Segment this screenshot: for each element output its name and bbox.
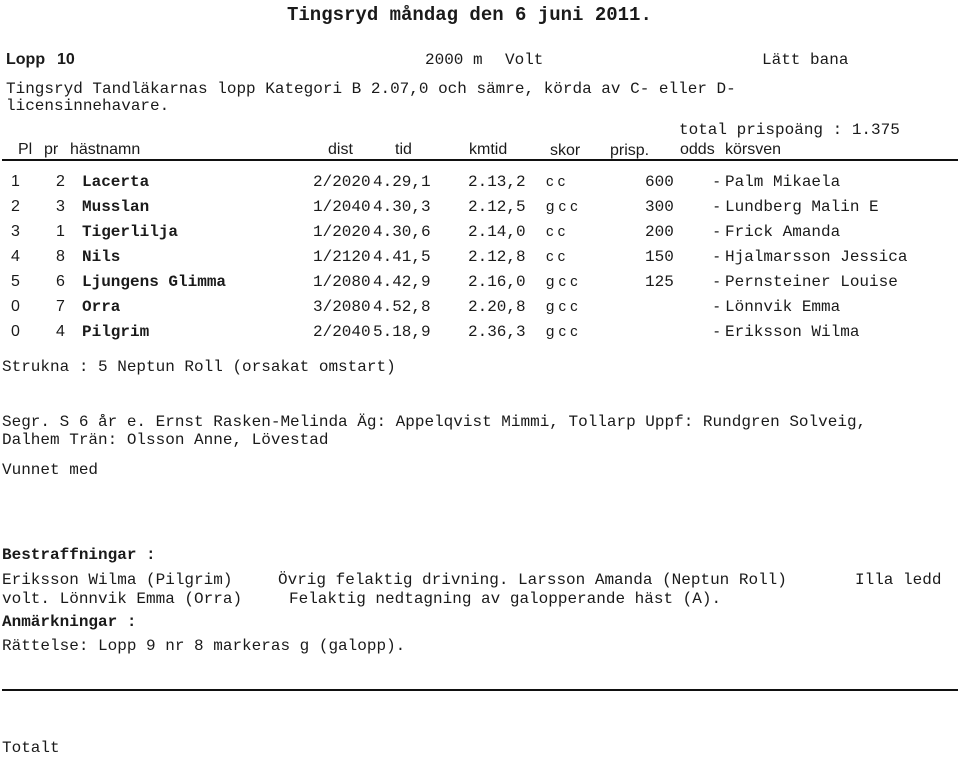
- anmarkningar-heading: Anmärkningar :: [2, 613, 137, 631]
- cell-pr: 8: [56, 248, 65, 265]
- cell-skor: c c: [546, 248, 566, 265]
- winner-info-line2: Dalhem Trän: Olsson Anne, Lövestad: [2, 431, 329, 449]
- cell-pl: 2: [11, 198, 20, 215]
- col-prisp: prisp.: [610, 142, 650, 159]
- col-odds: odds: [680, 141, 715, 158]
- cell-dash: -: [714, 298, 720, 315]
- cell-driver: Eriksson Wilma: [725, 323, 860, 341]
- cell-pr: 2: [56, 173, 65, 190]
- table-row: [0, 198, 960, 218]
- cell-dist: 1/2040: [313, 198, 371, 216]
- cell-driver: Lundberg Malin E: [725, 198, 879, 216]
- cell-name: Tigerlilja: [82, 223, 179, 241]
- race-description-line1: Tingsryd Tandläkarnas lopp Kategori B 2.07,0 och sämre, körda av C- eller D-: [6, 80, 736, 98]
- col-pr: pr: [44, 141, 59, 158]
- cell-dash: -: [714, 248, 720, 265]
- cell-driver: Pernsteiner Louise: [725, 273, 898, 291]
- bestraffningar-heading: Bestraffningar :: [2, 546, 156, 564]
- cell-tid: 4.30,3: [373, 198, 431, 216]
- cell-dist: 2/2020: [313, 173, 371, 191]
- cell-kmtid: 2.16,0: [468, 273, 526, 291]
- cell-tid: 5.18,9: [373, 323, 431, 341]
- col-korsven: körsven: [725, 141, 782, 158]
- lopp-number: 10: [57, 51, 75, 68]
- race-distance: 2000 m: [425, 51, 483, 69]
- cell-prisp: 125: [645, 273, 674, 291]
- cell-pl: 1: [11, 173, 20, 190]
- cell-pr: 6: [56, 273, 65, 290]
- cell-pl: 5: [11, 273, 20, 290]
- cell-tid: 4.29,1: [373, 173, 431, 191]
- table-row: [0, 273, 960, 293]
- cell-pr: 4: [56, 323, 65, 340]
- race-description-line2: licensinnehavare.: [6, 97, 170, 115]
- bestraffningar-line1-driver: Eriksson Wilma (Pilgrim): [2, 571, 233, 589]
- cell-skor: g c c: [546, 198, 578, 215]
- cell-pl: 0: [11, 298, 20, 315]
- bestraffningar-line2-reason: Felaktig nedtagning av galopperande häst (A).: [289, 590, 722, 608]
- cell-name: Musslan: [82, 198, 150, 216]
- vunnet-med: Vunnet med: [2, 461, 99, 479]
- cell-tid: 4.30,6: [373, 223, 431, 241]
- table-row: [0, 223, 960, 243]
- cell-prisp: 200: [645, 223, 674, 241]
- cell-skor: g c c: [546, 273, 578, 290]
- bestraffningar-line1-reason: Övrig felaktig drivning. Larsson Amanda (Neptun Roll): [278, 571, 787, 589]
- table-row: [0, 323, 960, 343]
- strukna: Strukna : 5 Neptun Roll (orsakat omstart): [2, 358, 396, 376]
- cell-dist: 1/2020: [313, 223, 371, 241]
- page-title: Tingsryd måndag den 6 juni 2011.: [287, 4, 652, 26]
- anmarkningar-text: Rättelse: Lopp 9 nr 8 markeras g (galopp).: [2, 637, 406, 655]
- cell-tid: 4.52,8: [373, 298, 431, 316]
- cell-kmtid: 2.12,5: [468, 198, 526, 216]
- cell-prisp: 600: [645, 173, 674, 191]
- cell-kmtid: 2.13,2: [468, 173, 526, 191]
- cell-name: Orra: [82, 298, 121, 316]
- bestraffningar-line1-end: Illa ledd: [855, 571, 942, 589]
- col-hastnamn: hästnamn: [70, 141, 141, 158]
- cell-pl: 4: [11, 248, 20, 265]
- cell-pr: 3: [56, 198, 65, 215]
- cell-tid: 4.42,9: [373, 273, 431, 291]
- cell-name: Nils: [82, 248, 121, 266]
- table-row: [0, 173, 960, 193]
- cell-prisp: 300: [645, 198, 674, 216]
- cell-driver: Lönnvik Emma: [725, 298, 841, 316]
- cell-kmtid: 2.36,3: [468, 323, 526, 341]
- cell-pl: 0: [11, 323, 20, 340]
- col-tid: tid: [395, 141, 412, 158]
- cell-pr: 7: [56, 298, 65, 315]
- totalt: Totalt: [2, 739, 60, 757]
- cell-dash: -: [714, 173, 720, 190]
- table-row: [0, 248, 960, 268]
- cell-skor: c c: [546, 223, 566, 240]
- cell-driver: Hjalmarsson Jessica: [725, 248, 908, 266]
- table-row: [0, 298, 960, 318]
- race-track: Lätt bana: [762, 51, 849, 69]
- cell-prisp: 150: [645, 248, 674, 266]
- col-skor: skor: [550, 142, 581, 159]
- cell-pr: 1: [56, 223, 65, 240]
- cell-dist: 2/2040: [313, 323, 371, 341]
- cell-dash: -: [714, 273, 720, 290]
- cell-name: Ljungens Glimma: [82, 273, 227, 291]
- winner-info-line1: Segr. S 6 år e. Ernst Rasken-Melinda Äg: Appelqvist Mimmi, Tollarp Uppf: Rundgren Solveig,: [2, 413, 867, 431]
- cell-tid: 4.41,5: [373, 248, 431, 266]
- col-kmtid: kmtid: [469, 141, 508, 158]
- cell-kmtid: 2.20,8: [468, 298, 526, 316]
- cell-dist: 3/2080: [313, 298, 371, 316]
- cell-name: Lacerta: [82, 173, 150, 191]
- bestraffningar-line2-driver: volt. Lönnvik Emma (Orra): [2, 590, 243, 608]
- col-dist: dist: [328, 141, 353, 158]
- total-prize: total prispoäng : 1.375: [679, 121, 900, 139]
- footer-divider: [2, 689, 958, 691]
- cell-skor: c c: [546, 173, 566, 190]
- cell-skor: g c c: [546, 298, 578, 315]
- cell-dash: -: [714, 323, 720, 340]
- cell-kmtid: 2.14,0: [468, 223, 526, 241]
- cell-driver: Frick Amanda: [725, 223, 841, 241]
- cell-dist: 1/2080: [313, 273, 371, 291]
- race-start-type: Volt: [505, 51, 544, 69]
- cell-dist: 1/2120: [313, 248, 371, 266]
- cell-dash: -: [714, 223, 720, 240]
- cell-driver: Palm Mikaela: [725, 173, 841, 191]
- cell-dash: -: [714, 198, 720, 215]
- lopp-label: Lopp: [6, 51, 46, 68]
- cell-pl: 3: [11, 223, 20, 240]
- cell-kmtid: 2.12,8: [468, 248, 526, 266]
- col-pl: Pl: [18, 141, 33, 158]
- header-divider: [2, 159, 958, 161]
- cell-skor: g c c: [546, 323, 578, 340]
- cell-name: Pilgrim: [82, 323, 150, 341]
